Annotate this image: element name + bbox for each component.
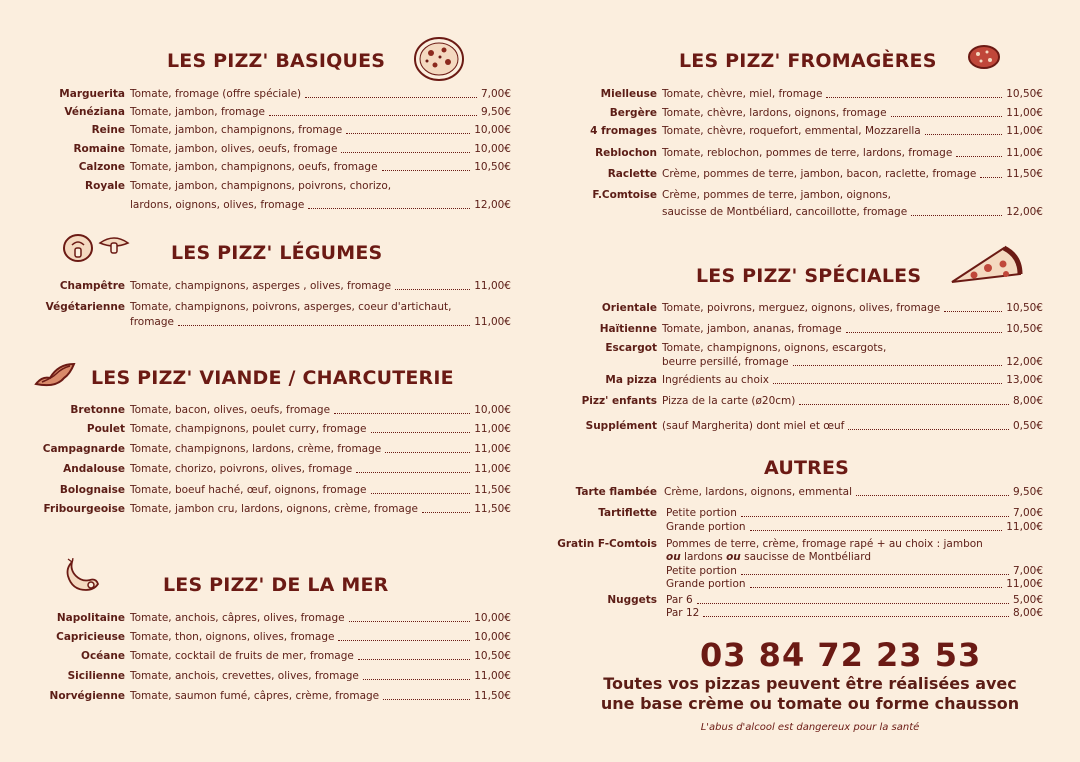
item-name: Fribourgeoise xyxy=(43,503,125,515)
item-name: Bergère xyxy=(609,107,657,119)
item-description: Tomate, jambon cru, lardons, oignons, crème, fromage xyxy=(130,503,418,515)
leader-dots xyxy=(308,208,470,209)
item-price: 10,00€ xyxy=(474,143,511,155)
item-name: Pizz' enfants xyxy=(581,395,657,407)
leader-dots xyxy=(382,170,471,171)
item-description: Tomate, champignons, poivrons, asperges, coeur d'artichaut, xyxy=(130,301,452,313)
leader-dots xyxy=(385,452,470,453)
item-name: Végétarienne xyxy=(45,301,125,313)
leader-dots xyxy=(944,311,1002,312)
item-price: 11,00€ xyxy=(1006,578,1043,590)
menu-item xyxy=(0,180,540,210)
gratin-option: lardons xyxy=(680,551,727,563)
leader-dots xyxy=(773,383,1002,384)
leader-dots xyxy=(911,215,1002,216)
item-description: Tomate, champignons, poulet curry, fromage xyxy=(130,423,367,435)
item-price: 12,00€ xyxy=(474,199,511,211)
item-name: Marguerita xyxy=(59,88,125,100)
leader-dots xyxy=(334,413,470,414)
item-name: Campagnarde xyxy=(42,443,125,455)
section-title-fromageres: LES PIZZ' FROMAGÈRES xyxy=(679,50,937,72)
item-price: 13,00€ xyxy=(1006,374,1043,386)
item-name: Capricieuse xyxy=(56,631,125,643)
tartiflette-petite xyxy=(540,507,1080,520)
leader-dots xyxy=(703,616,1009,617)
section-title-mer: LES PIZZ' DE LA MER xyxy=(163,574,389,596)
item-price: 8,00€ xyxy=(1012,395,1043,407)
item-name: Supplément xyxy=(585,420,657,432)
shrimp-icon xyxy=(64,558,104,594)
gratin-option: saucisse de Montbéliard xyxy=(740,551,872,563)
item-description: Tomate, jambon, olives, oeufs, fromage xyxy=(130,143,338,155)
tagline-line-1: Toutes vos pizzas peuvent être réalisées avec xyxy=(603,674,1017,693)
section-title-basiques: LES PIZZ' BASIQUES xyxy=(167,50,386,72)
item-name: Poulet xyxy=(86,423,125,435)
item-price: 0,50€ xyxy=(1012,420,1043,432)
leader-dots xyxy=(346,133,470,134)
item-name: Océane xyxy=(81,650,125,662)
item-description: Tomate, jambon, champignons, oeufs, fromage xyxy=(130,161,378,173)
item-name: 4 fromages xyxy=(590,125,657,137)
or-word: ou xyxy=(726,551,741,563)
item-price: 11,50€ xyxy=(474,484,511,496)
menu-item xyxy=(540,189,1080,219)
item-name: Ma pizza xyxy=(605,374,657,386)
item-description: Tomate, anchois, crevettes, olives, fromage xyxy=(130,670,359,682)
item-description: Crème, pommes de terre, jambon, bacon, raclette, fromage xyxy=(662,168,977,180)
item-name: Champêtre xyxy=(59,280,125,292)
leader-dots xyxy=(371,493,471,494)
portion-label: Par 6 xyxy=(666,594,693,606)
item-description-line2 xyxy=(666,551,871,564)
portion-label: Grande portion xyxy=(666,521,746,533)
sausage-icon xyxy=(967,44,1001,70)
item-price: 11,50€ xyxy=(474,503,511,515)
item-description: Tomate, jambon, ananas, fromage xyxy=(662,323,842,335)
item-description: Tomate, fromage (offre spéciale) xyxy=(130,88,302,100)
item-price: 8,00€ xyxy=(1012,607,1043,619)
item-price: 12,00€ xyxy=(1006,206,1043,218)
leader-dots xyxy=(269,115,477,116)
nuggets-6 xyxy=(540,594,1080,607)
alcohol-warning: L'abus d'alcool est dangereux pour la santé xyxy=(700,722,920,733)
gratin-petite xyxy=(540,565,1080,578)
leader-dots xyxy=(341,152,470,153)
item-name: Vénéziana xyxy=(64,106,125,118)
leader-dots xyxy=(697,603,1009,604)
item-price: 10,50€ xyxy=(1006,302,1043,314)
item-price: 11,50€ xyxy=(1006,168,1043,180)
item-name: F.Comtoise xyxy=(592,189,657,201)
item-name: Bolognaise xyxy=(59,484,125,496)
item-price: 10,00€ xyxy=(474,612,511,624)
leader-dots xyxy=(846,332,1003,333)
item-description: (sauf Margherita) dont miel et œuf xyxy=(662,420,845,432)
item-price: 7,00€ xyxy=(1012,507,1043,519)
item-description: Tomate, boeuf haché, œuf, oignons, fromage xyxy=(130,484,367,496)
item-description: Tomate, chorizo, poivrons, olives, fromage xyxy=(130,463,353,475)
item-name: Romaine xyxy=(73,143,125,155)
item-price: 12,00€ xyxy=(1006,356,1043,368)
item-price: 10,50€ xyxy=(1006,88,1043,100)
item-price: 11,00€ xyxy=(1006,125,1043,137)
section-title-viande: LES PIZZ' VIANDE / CHARCUTERIE xyxy=(91,367,454,389)
leader-dots xyxy=(848,429,1009,430)
item-price: 5,00€ xyxy=(1012,594,1043,606)
item-name: Mielleuse xyxy=(600,88,657,100)
item-name: Tarte flambée xyxy=(575,486,657,498)
gratin-grande xyxy=(540,578,1080,591)
item-name: Gratin F-Comtois xyxy=(557,538,657,550)
leader-dots xyxy=(363,679,470,680)
item-price: 11,00€ xyxy=(1006,147,1043,159)
item-description: Tomate, bacon, olives, oeufs, fromage xyxy=(130,404,331,416)
or-word: ou xyxy=(666,551,681,563)
menu-item xyxy=(0,690,540,720)
item-description: Tomate, champignons, lardons, crème, fromage xyxy=(130,443,382,455)
item-description: Crème, pommes de terre, jambon, oignons, xyxy=(662,189,891,201)
item-name: Haïtienne xyxy=(599,323,657,335)
item-description: Tomate, champignons, asperges , olives, fromage xyxy=(130,280,392,292)
tartiflette-grande xyxy=(540,521,1080,534)
leader-dots xyxy=(349,621,471,622)
item-name: Calzone xyxy=(78,161,125,173)
item-name: Raclette xyxy=(607,168,657,180)
item-price: 11,00€ xyxy=(474,316,511,328)
item-description-line2: fromage xyxy=(130,316,174,328)
leader-dots xyxy=(395,289,470,290)
mushroom-icon xyxy=(60,231,132,263)
leader-dots xyxy=(741,574,1009,575)
item-description: Pommes de terre, crème, fromage rapé + au choix : jambon xyxy=(666,538,983,550)
item-description: Tomate, chèvre, roquefort, emmental, Mozzarella xyxy=(662,125,921,137)
leader-dots xyxy=(358,659,470,660)
menu-item xyxy=(0,503,540,533)
item-price: 10,00€ xyxy=(474,631,511,643)
item-name: Bretonne xyxy=(70,404,125,416)
menu-item xyxy=(540,342,1080,372)
leader-dots xyxy=(371,432,471,433)
item-description: Tomate, jambon, fromage xyxy=(130,106,265,118)
item-description-line2: beurre persillé, fromage xyxy=(662,356,789,368)
item-price: 7,00€ xyxy=(480,88,511,100)
item-price: 11,00€ xyxy=(474,443,511,455)
menu-item xyxy=(0,301,540,331)
item-name: Royale xyxy=(85,180,125,192)
item-description: Tomate, jambon, champignons, fromage xyxy=(130,124,343,136)
item-description: Tomate, thon, oignons, olives, fromage xyxy=(130,631,335,643)
item-description: Tomate, anchois, câpres, olives, fromage xyxy=(130,612,345,624)
leader-dots xyxy=(891,116,1003,117)
portion-label: Petite portion xyxy=(666,507,737,519)
leader-dots xyxy=(826,97,1002,98)
leader-dots xyxy=(750,587,1003,588)
item-price: 10,50€ xyxy=(474,161,511,173)
leader-dots xyxy=(956,156,1002,157)
item-name: Sicilienne xyxy=(67,670,125,682)
item-description: Tomate, jambon, champignons, poivrons, chorizo, xyxy=(130,180,392,192)
item-description: Tomate, poivrons, merguez, oignons, olives, fromage xyxy=(662,302,941,314)
leader-dots xyxy=(750,530,1003,531)
section-title-legumes: LES PIZZ' LÉGUMES xyxy=(171,242,383,264)
item-price: 11,00€ xyxy=(474,463,511,475)
leader-dots xyxy=(338,640,470,641)
item-price: 10,50€ xyxy=(1006,323,1043,335)
menu-item-tarte xyxy=(540,486,1080,500)
leader-dots xyxy=(178,325,470,326)
item-name: Reine xyxy=(91,124,125,136)
leader-dots xyxy=(305,97,477,98)
item-description: Tomate, chèvre, lardons, oignons, fromage xyxy=(662,107,887,119)
item-name: Reblochon xyxy=(595,147,657,159)
item-price: 10,00€ xyxy=(474,404,511,416)
item-price: 10,00€ xyxy=(474,124,511,136)
item-description-line2: lardons, oignons, olives, fromage xyxy=(130,199,305,211)
item-name: Norvégienne xyxy=(49,690,125,702)
leader-dots xyxy=(925,134,1003,135)
item-description: Tomate, saumon fumé, câpres, crème, fromage xyxy=(130,690,380,702)
leader-dots xyxy=(422,512,470,513)
item-price: 11,00€ xyxy=(474,280,511,292)
leader-dots xyxy=(799,404,1009,405)
pizza-slice-icon xyxy=(948,242,1024,290)
item-description-line2: saucisse de Montbéliard, cancoillotte, fromage xyxy=(662,206,908,218)
item-name: Napolitaine xyxy=(56,612,125,624)
item-price: 9,50€ xyxy=(480,106,511,118)
item-description: Tomate, cocktail de fruits de mer, fromage xyxy=(130,650,354,662)
menu-item xyxy=(540,420,1080,450)
section-title-speciales: LES PIZZ' SPÉCIALES xyxy=(696,265,922,287)
portion-label: Grande portion xyxy=(666,578,746,590)
item-price: 9,50€ xyxy=(1012,486,1043,498)
item-name: Orientale xyxy=(601,302,657,314)
item-name: Nuggets xyxy=(607,594,657,606)
item-description: Tomate, reblochon, pommes de terre, lardons, fromage xyxy=(662,147,953,159)
section-title-autres: AUTRES xyxy=(764,457,850,479)
item-description: Tomate, chèvre, miel, fromage xyxy=(662,88,823,100)
leader-dots xyxy=(383,699,470,700)
item-price: 11,00€ xyxy=(1006,107,1043,119)
item-description: Ingrédients au choix xyxy=(662,374,769,386)
pizza-icon xyxy=(413,36,465,82)
phone-number[interactable]: 03 84 72 23 53 xyxy=(700,636,982,674)
item-price: 7,00€ xyxy=(1012,565,1043,577)
item-name: Tartiflette xyxy=(598,507,657,519)
item-price: 11,00€ xyxy=(1006,521,1043,533)
leader-dots xyxy=(741,516,1009,517)
portion-label: Petite portion xyxy=(666,565,737,577)
leader-dots xyxy=(980,177,1002,178)
item-price: 10,50€ xyxy=(474,650,511,662)
menu-item-gratin xyxy=(540,538,1080,568)
item-price: 11,00€ xyxy=(474,423,511,435)
item-name: Andalouse xyxy=(63,463,125,475)
nuggets-12 xyxy=(540,607,1080,620)
tagline-line-2: une base crème ou tomate ou forme chausson xyxy=(600,694,1020,713)
leader-dots xyxy=(356,472,470,473)
item-price: 11,50€ xyxy=(474,690,511,702)
item-price: 11,00€ xyxy=(474,670,511,682)
item-name: Escargot xyxy=(605,342,657,354)
bacon-icon xyxy=(32,360,78,394)
item-description: Pizza de la carte (ø20cm) xyxy=(662,395,796,407)
item-description: Crème, lardons, oignons, emmental xyxy=(664,486,853,498)
leader-dots xyxy=(793,365,1003,366)
leader-dots xyxy=(856,495,1009,496)
item-description: Tomate, champignons, oignons, escargots, xyxy=(662,342,887,354)
portion-label: Par 12 xyxy=(666,607,700,619)
